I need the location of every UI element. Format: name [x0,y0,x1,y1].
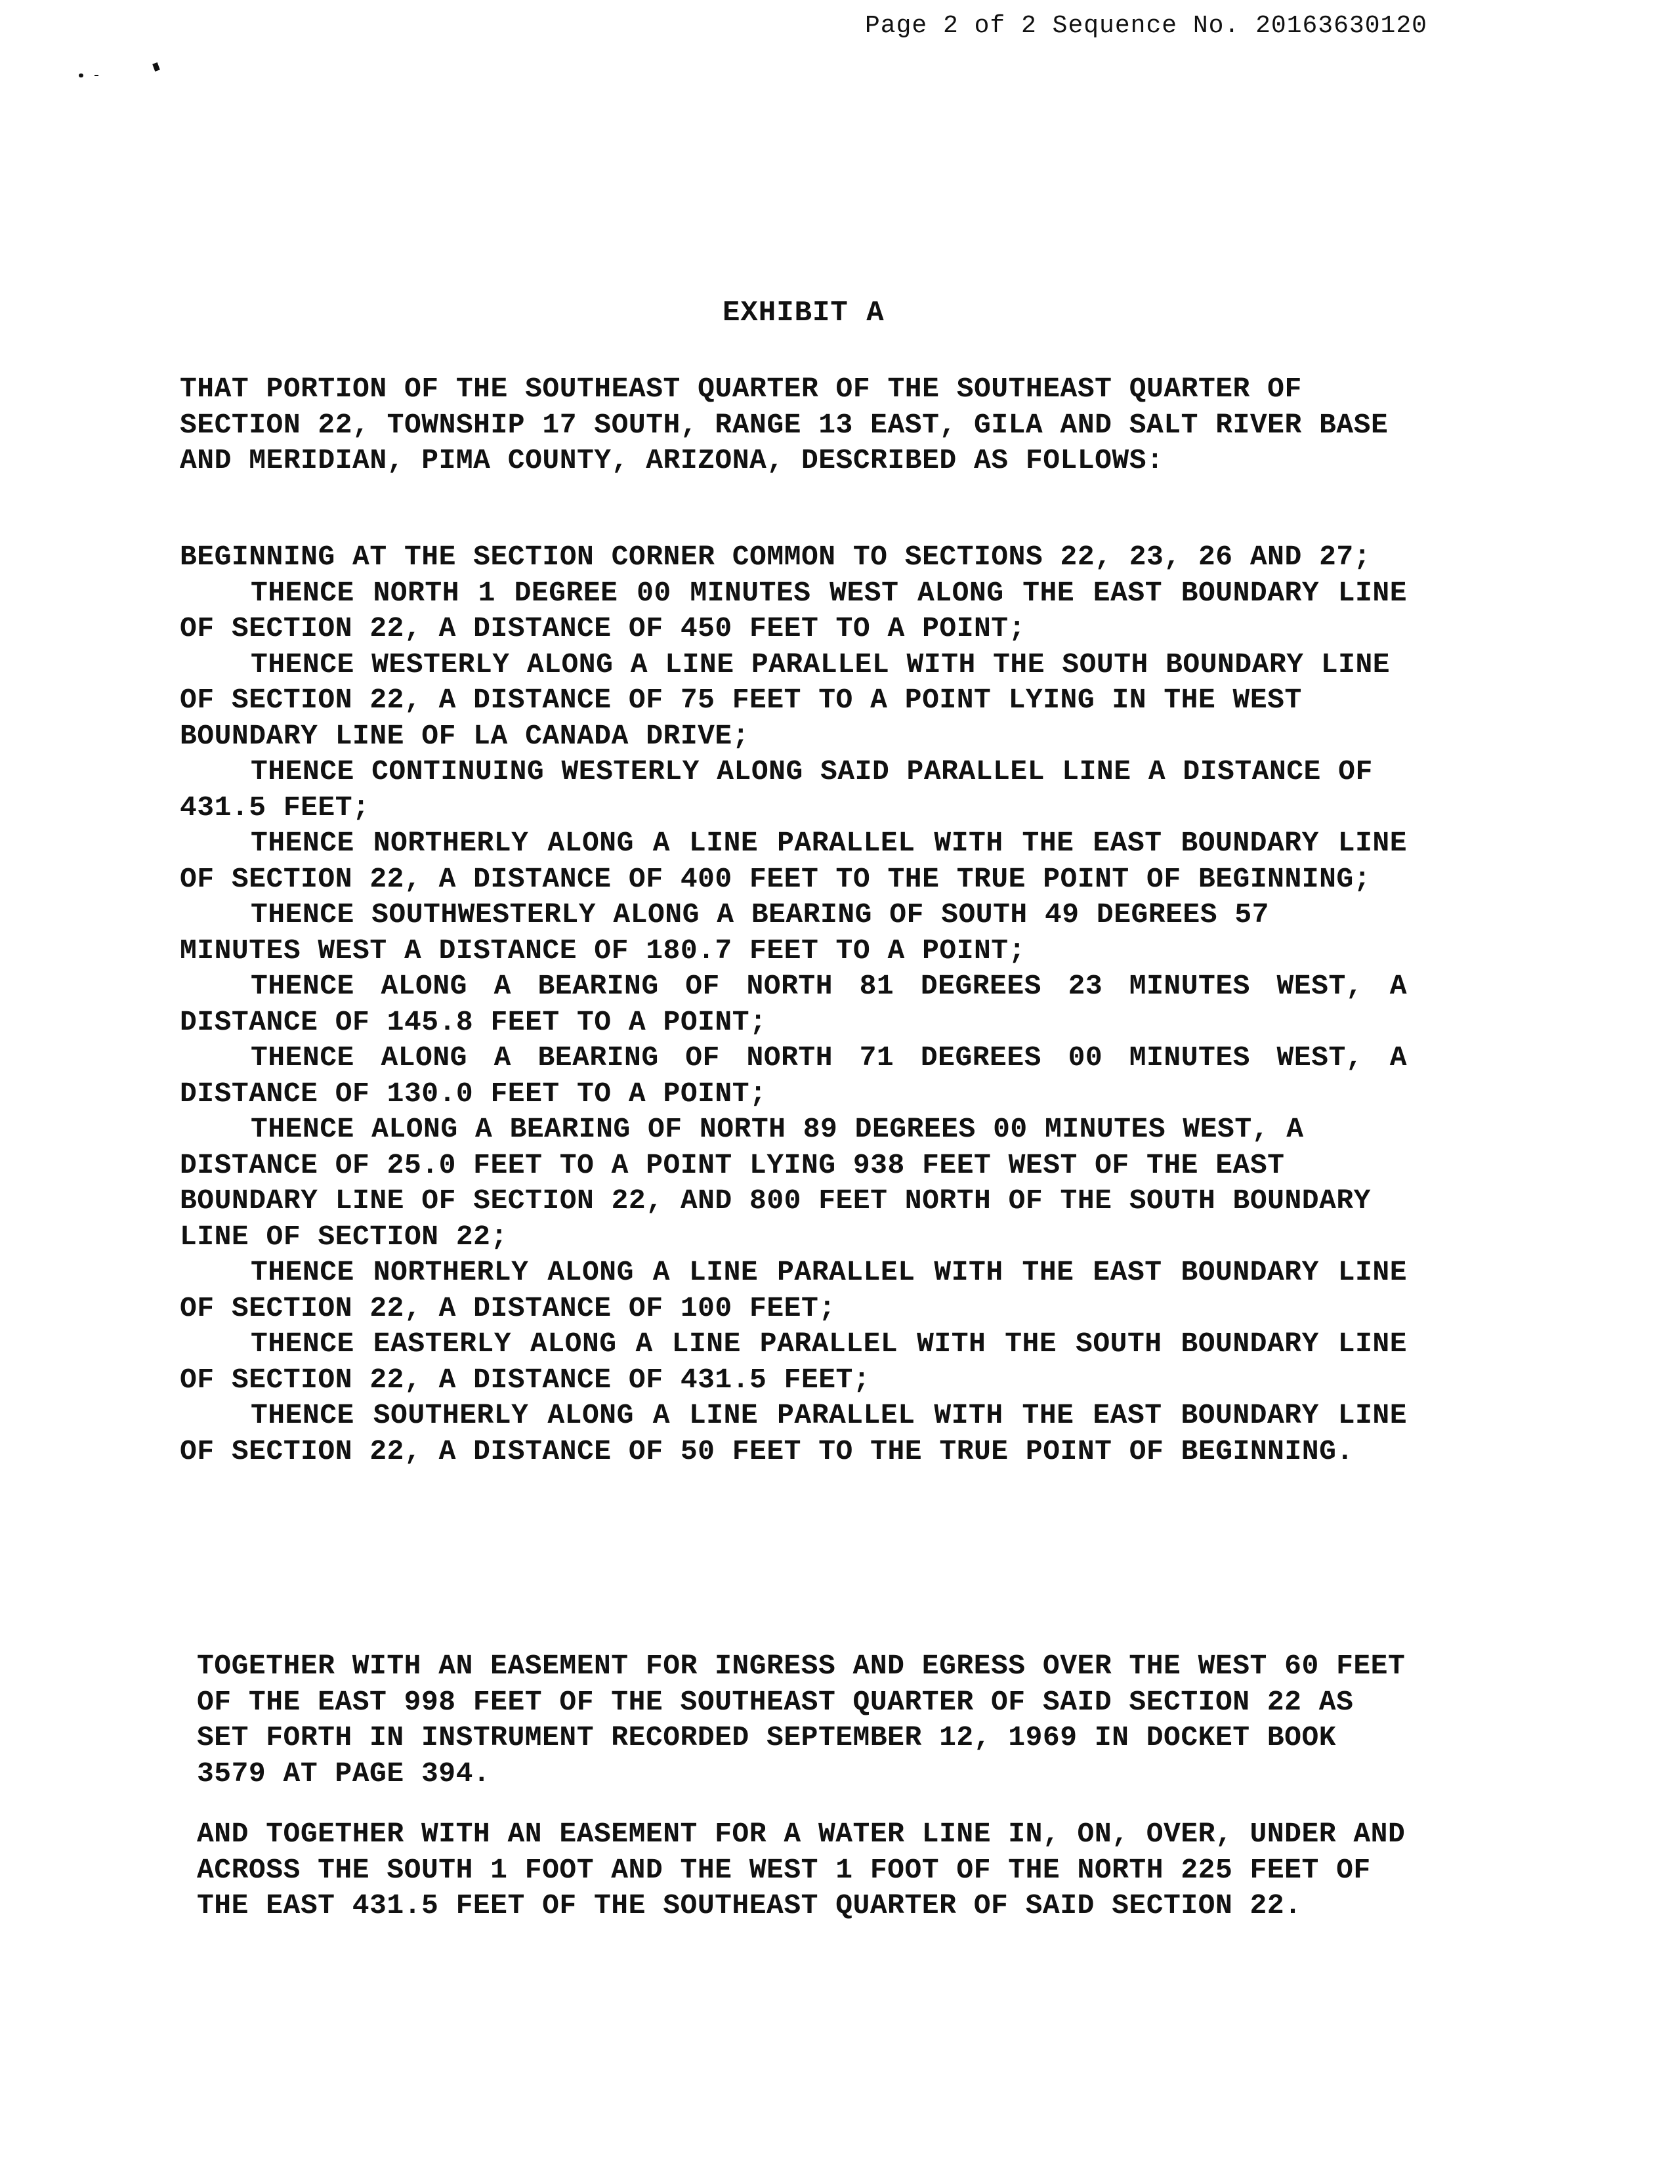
exhibit-title: EXHIBIT A [723,297,885,329]
scan-specks [77,60,169,87]
ingress-easement-paragraph: TOGETHER WITH AN EASEMENT FOR INGRESS AND EGRESS OVER THE WEST 60 FEET OF THE EAST 998 FEET OF THE SOUTHEAST QUARTER OF SAID SECTION 22 AS SET FORTH IN INSTRUMENT RECORDED SEPTEMBER 12, 1969 IN DOCKET BOOK 3579 AT PAGE 394. [197,1650,1406,1790]
course-7: THENCE ALONG A BEARING OF NORTH 71 DEGREES 00 MINUTES WEST, A DISTANCE OF 130.0 FEET TO A POINT; [180,1041,1407,1110]
ingress-easement [197,1648,1411,1792]
course-9: THENCE NORTHERLY ALONG A LINE PARALLEL WITH THE EAST BOUNDARY LINE OF SECTION 22, A DISTANCE OF 100 FEET; [180,1256,1407,1324]
course-1: THENCE NORTH 1 DEGREE 00 MINUTES WEST ALONG THE EAST BOUNDARY LINE OF SECTION 22, A DISTANCE OF 450 FEET TO A POINT; [180,576,1407,644]
course-10: THENCE EASTERLY ALONG A LINE PARALLEL WITH THE SOUTH BOUNDARY LINE OF SECTION 22, A DISTANCE OF 431.5 FEET; [180,1328,1407,1396]
course-5: THENCE SOUTHWESTERLY ALONG A BEARING OF SOUTH 49 DEGREES 57 MINUTES WEST A DISTANCE OF 180.7 FEET TO A POINT; [180,898,1269,967]
beginning-paragraph: BEGINNING AT THE SECTION CORNER COMMON TO SECTIONS 22, 23, 26 AND 27; [180,541,1371,573]
course-8: THENCE ALONG A BEARING OF NORTH 89 DEGREES 00 MINUTES WEST, A DISTANCE OF 25.0 FEET TO A POINT LYING 938 FEET WEST OF THE EAST BOUNDARY LINE OF SECTION 22, AND 800 FEET NORTH OF THE SOUTH BOUNDARY LINE OF SECTION 22; [180,1113,1371,1253]
course-4: THENCE NORTHERLY ALONG A LINE PARALLEL WITH THE EAST BOUNDARY LINE OF SECTION 22, A DISTANCE OF 400 FEET TO THE TRUE POINT OF BEGINNING; [180,827,1407,895]
course-11: THENCE SOUTHERLY ALONG A LINE PARALLEL WITH THE EAST BOUNDARY LINE OF SECTION 22, A DISTANCE OF 50 FEET TO THE TRUE POINT OF BEGINNING. [180,1399,1407,1467]
page-sequence-header: Page 2 of 2 Sequence No. 20163630120 [865,12,1427,40]
legal-description-intro [180,371,1407,479]
course-6: THENCE ALONG A BEARING OF NORTH 81 DEGREES 23 MINUTES WEST, A DISTANCE OF 145.8 FEET TO A POINT; [180,970,1407,1038]
metes-and-bounds [180,539,1407,1469]
intro-paragraph: THAT PORTION OF THE SOUTHEAST QUARTER OF THE SOUTHEAST QUARTER OF SECTION 22, TOWNSHIP 17 SOUTH, RANGE 13 EAST, GILA AND SALT RIVER BASE AND MERIDIAN, PIMA COUNTY, ARIZONA, DESCRIBED AS FOLLOWS: [180,373,1389,476]
course-3: THENCE CONTINUING WESTERLY ALONG SAID PARALLEL LINE A DISTANCE OF 431.5 FEET; [180,755,1373,824]
water-easement [197,1816,1411,1924]
water-easement-paragraph: AND TOGETHER WITH AN EASEMENT FOR A WATER LINE IN, ON, OVER, UNDER AND ACROSS THE SOUTH 1 FOOT AND THE WEST 1 FOOT OF THE NORTH 225 FEET OF THE EAST 431.5 FEET OF THE SOUTHEAST QUARTER OF SAID SECTION 22. [197,1818,1406,1922]
course-2: THENCE WESTERLY ALONG A LINE PARALLEL WITH THE SOUTH BOUNDARY LINE OF SECTION 22, A DISTANCE OF 75 FEET TO A POINT LYING IN THE WEST BOUNDARY LINE OF LA CANADA DRIVE; [180,648,1391,752]
